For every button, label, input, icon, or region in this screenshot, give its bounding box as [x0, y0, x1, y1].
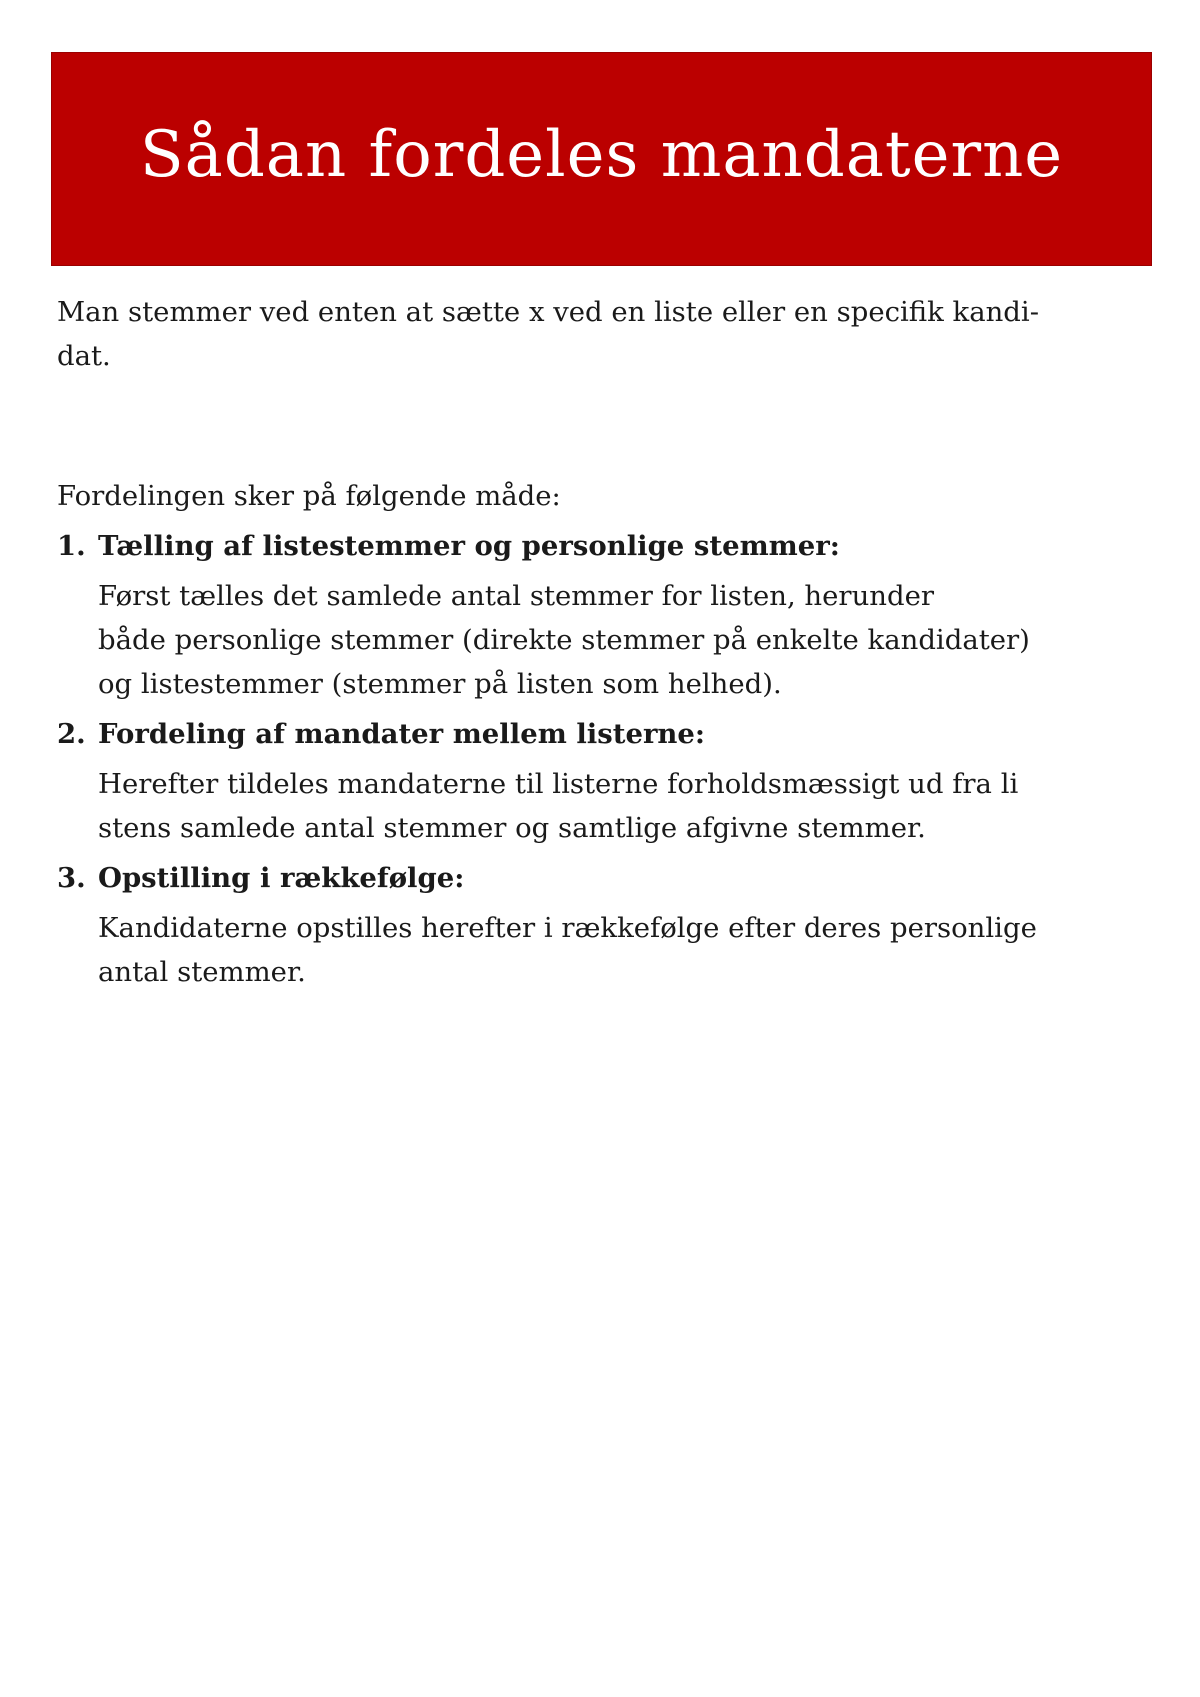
step-body-line: både personlige stemmer (direkte stemmer på enkelte kandidater) [98, 624, 1030, 656]
step-heading [57, 856, 1137, 900]
step-body-line: antal stemmer. [98, 956, 306, 988]
step-number: 1. [57, 530, 86, 562]
distribution-intro: Fordelingen sker på følgende måde: [57, 480, 561, 512]
page-title: Sådan fordeles mandaterne [139, 118, 1064, 192]
step-body-line: stens samlede antal stemmer og samtlige afgivne stemmer. [98, 812, 926, 844]
step-body-line: Herefter tildeles mandaterne til listerne forholdsmæssigt ud fra li [98, 768, 1019, 800]
step-number: 2. [57, 718, 86, 750]
header-banner [51, 52, 1152, 266]
main-content [57, 290, 1137, 994]
step-heading [57, 524, 1137, 568]
intro-paragraph [57, 290, 1137, 378]
step-item [57, 856, 1137, 994]
step-heading-text: Tælling af listestemmer og personlige stemmer: [98, 530, 840, 562]
step-item [57, 712, 1137, 850]
intro-text: Man stemmer ved enten at sætte x ved en liste eller en specifik kandi- dat. [57, 296, 1039, 372]
step-heading-text: Opstilling i rækkefølge: [98, 862, 465, 894]
step-body [98, 574, 1137, 706]
steps-list [57, 524, 1137, 994]
step-number: 3. [57, 862, 86, 894]
step-body [98, 762, 1137, 850]
step-body-line: Først tælles det samlede antal stemmer for listen, herunder [98, 580, 935, 612]
step-body-line: Kandidaterne opstilles herefter i rækkefølge efter deres personlige [98, 912, 1037, 944]
step-body [98, 906, 1137, 994]
step-heading [57, 712, 1137, 756]
step-body-line: og listestemmer (stemmer på listen som helhed). [98, 668, 782, 700]
step-heading-text: Fordeling af mandater mellem listerne: [98, 718, 706, 750]
step-item [57, 524, 1137, 706]
